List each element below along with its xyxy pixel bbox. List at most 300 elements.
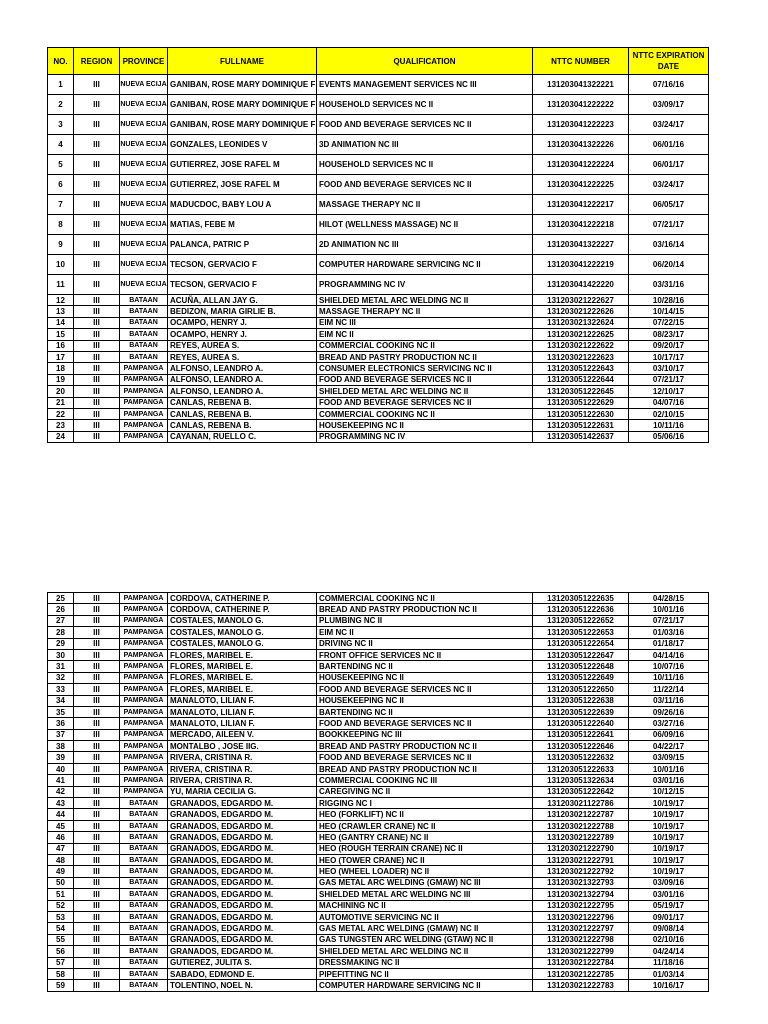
table-row (48, 684, 709, 695)
cell-nttc-number: 131203021222797 (533, 923, 629, 934)
cell-no: 51 (48, 889, 74, 900)
cell-qualification: FOOD AND BEVERAGE SERVICES NC II (317, 175, 533, 195)
cell-qualification: SHIELDED METAL ARC WELDING NC III (317, 889, 533, 900)
cell-nttc-number: 131203051222630 (533, 408, 629, 419)
cell-nttc-number: 131203021222626 (533, 306, 629, 317)
cell-no: 21 (48, 397, 74, 408)
cell-province: PAMPANGA (120, 615, 168, 626)
cell-nttc-number: 131203021222790 (533, 843, 629, 854)
cell-qualification: AUTOMOTIVE SERVICING NC II (317, 911, 533, 922)
cell-expiration-date: 10/17/17 (629, 351, 709, 362)
cell-qualification: HEO (TOWER CRANE) NC II (317, 854, 533, 865)
cell-region: III (74, 854, 120, 865)
cell-no: 5 (48, 155, 74, 175)
cell-no: 15 (48, 329, 74, 340)
header-qualification: QUALIFICATION (317, 48, 533, 75)
cell-region: III (74, 115, 120, 135)
cell-region: III (74, 649, 120, 660)
cell-province: PAMPANGA (120, 627, 168, 638)
cell-fullname: GRANADOS, EDGARDO M. (168, 889, 317, 900)
cell-expiration-date: 03/09/16 (629, 877, 709, 888)
cell-region: III (74, 420, 120, 431)
cell-qualification: FRONT OFFICE SERVICES NC II (317, 649, 533, 660)
cell-region: III (74, 397, 120, 408)
cell-region: III (74, 968, 120, 979)
cell-expiration-date: 06/05/17 (629, 195, 709, 215)
cell-nttc-number: 131203051222629 (533, 397, 629, 408)
cell-region: III (74, 672, 120, 683)
table-row (48, 980, 709, 991)
cell-no: 20 (48, 386, 74, 397)
cell-qualification: HOUSEKEEPING NC II (317, 420, 533, 431)
table-row (48, 75, 709, 95)
cell-nttc-number: 131203051222652 (533, 615, 629, 626)
table-row (48, 866, 709, 877)
table-row (48, 661, 709, 672)
cell-province: BATAAN (120, 832, 168, 843)
cell-no: 45 (48, 820, 74, 831)
cell-no: 28 (48, 627, 74, 638)
cell-region: III (74, 820, 120, 831)
cell-qualification: HOUSEKEEPING NC II (317, 672, 533, 683)
cell-expiration-date: 02/10/15 (629, 408, 709, 419)
cell-nttc-number: 131203041222223 (533, 115, 629, 135)
table-row (48, 386, 709, 397)
table-row (48, 306, 709, 317)
cell-fullname: COSTALES, MANOLO G. (168, 627, 317, 638)
cell-expiration-date: 10/07/16 (629, 661, 709, 672)
cell-expiration-date: 10/11/16 (629, 420, 709, 431)
cell-expiration-date: 05/19/17 (629, 900, 709, 911)
cell-expiration-date: 10/01/16 (629, 763, 709, 774)
cell-fullname: GRANADOS, EDGARDO M. (168, 820, 317, 831)
cell-province: NUEVA ECIJA (120, 215, 168, 235)
cell-province: NUEVA ECIJA (120, 115, 168, 135)
cell-no: 11 (48, 275, 74, 295)
cell-fullname: ACUÑA, ALLAN JAY G. (168, 295, 317, 306)
cell-fullname: TECSON, GERVACIO F (168, 255, 317, 275)
cell-qualification: MASSAGE THERAPY NC II (317, 306, 533, 317)
cell-qualification: HOUSEHOLD SERVICES NC II (317, 95, 533, 115)
table-row (48, 363, 709, 374)
cell-region: III (74, 195, 120, 215)
cell-no: 36 (48, 718, 74, 729)
cell-nttc-number: 131203021222625 (533, 329, 629, 340)
cell-fullname: GRANADOS, EDGARDO M. (168, 809, 317, 820)
cell-nttc-number: 131203051222648 (533, 661, 629, 672)
table-row (48, 718, 709, 729)
cell-nttc-number: 131203021222788 (533, 820, 629, 831)
cell-expiration-date: 10/19/17 (629, 809, 709, 820)
cell-fullname: GRANADOS, EDGARDO M. (168, 911, 317, 922)
cell-qualification: EVENTS MANAGEMENT SERVICES NC III (317, 75, 533, 95)
cell-expiration-date: 10/19/17 (629, 866, 709, 877)
cell-nttc-number: 131203021222789 (533, 832, 629, 843)
cell-expiration-date: 09/08/14 (629, 923, 709, 934)
cell-region: III (74, 809, 120, 820)
cell-qualification: HILOT (WELLNESS MASSAGE) NC II (317, 215, 533, 235)
cell-expiration-date: 01/03/14 (629, 968, 709, 979)
header-row (48, 48, 709, 75)
cell-province: BATAAN (120, 911, 168, 922)
cell-fullname: PALANCA, PATRIC P (168, 235, 317, 255)
cell-nttc-number: 131203051222635 (533, 593, 629, 604)
cell-province: PAMPANGA (120, 695, 168, 706)
cell-qualification: EIM NC II (317, 627, 533, 638)
cell-expiration-date: 09/26/16 (629, 706, 709, 717)
cell-qualification: COMPUTER HARDWARE SERVICING NC II (317, 255, 533, 275)
cell-nttc-number: 131203021222623 (533, 351, 629, 362)
cell-qualification: HEO (FORKLIFT) NC II (317, 809, 533, 820)
cell-qualification: COMPUTER HARDWARE SERVICING NC II (317, 980, 533, 991)
cell-no: 49 (48, 866, 74, 877)
cell-nttc-number: 131203051222647 (533, 649, 629, 660)
cell-fullname: RIVERA, CRISTINA R. (168, 752, 317, 763)
cell-fullname: CORDOVA, CATHERINE P. (168, 593, 317, 604)
cell-fullname: GRANADOS, EDGARDO M. (168, 866, 317, 877)
cell-nttc-number: 131203041222225 (533, 175, 629, 195)
cell-qualification: GAS TUNGSTEN ARC WELDING (GTAW) NC II (317, 934, 533, 945)
table-row (48, 255, 709, 275)
cell-no: 3 (48, 115, 74, 135)
table-row (48, 627, 709, 638)
cell-region: III (74, 798, 120, 809)
cell-no: 24 (48, 431, 74, 442)
cell-region: III (74, 604, 120, 615)
cell-expiration-date: 04/22/17 (629, 741, 709, 752)
cell-province: PAMPANGA (120, 672, 168, 683)
cell-province: NUEVA ECIJA (120, 155, 168, 175)
cell-province: BATAAN (120, 809, 168, 820)
cell-nttc-number: 131203041322221 (533, 75, 629, 95)
cell-region: III (74, 706, 120, 717)
table-row (48, 968, 709, 979)
cell-nttc-number: 131203021222791 (533, 854, 629, 865)
header-nttc-expiration-date: NTTC EXPIRATION DATE (629, 48, 709, 75)
cell-fullname: GUTIERREZ, JOSE RAFEL M (168, 155, 317, 175)
cell-no: 1 (48, 75, 74, 95)
table-row (48, 672, 709, 683)
cell-fullname: GANIBAN, ROSE MARY DOMINIQUE F (168, 115, 317, 135)
cell-nttc-number: 131203021222792 (533, 866, 629, 877)
cell-fullname: FLORES, MARIBEL E. (168, 684, 317, 695)
cell-qualification: FOOD AND BEVERAGE SERVICES NC II (317, 374, 533, 385)
table-row (48, 832, 709, 843)
cell-no: 18 (48, 363, 74, 374)
cell-region: III (74, 275, 120, 295)
cell-nttc-number: 131203051222649 (533, 672, 629, 683)
cell-expiration-date: 07/22/15 (629, 317, 709, 328)
table-row (48, 934, 709, 945)
cell-region: III (74, 593, 120, 604)
cell-fullname: COSTALES, MANOLO G. (168, 615, 317, 626)
cell-province: BATAAN (120, 980, 168, 991)
cell-fullname: GRANADOS, EDGARDO M. (168, 946, 317, 957)
cell-region: III (74, 135, 120, 155)
cell-nttc-number: 131203041222224 (533, 155, 629, 175)
cell-expiration-date: 04/28/15 (629, 593, 709, 604)
cell-region: III (74, 752, 120, 763)
cell-no: 14 (48, 317, 74, 328)
cell-expiration-date: 03/09/17 (629, 95, 709, 115)
table-row (48, 809, 709, 820)
table-row (48, 843, 709, 854)
cell-fullname: GRANADOS, EDGARDO M. (168, 934, 317, 945)
table-row (48, 877, 709, 888)
cell-expiration-date: 09/01/17 (629, 911, 709, 922)
cell-qualification: BARTENDING NC II (317, 661, 533, 672)
table-row (48, 649, 709, 660)
cell-nttc-number: 131203051222650 (533, 684, 629, 695)
cell-region: III (74, 431, 120, 442)
cell-province: BATAAN (120, 877, 168, 888)
cell-fullname: FLORES, MARIBEL E. (168, 672, 317, 683)
cell-no: 56 (48, 946, 74, 957)
cell-province: BATAAN (120, 854, 168, 865)
cell-nttc-number: 131203051422637 (533, 431, 629, 442)
table-row (48, 604, 709, 615)
cell-fullname: TECSON, GERVACIO F (168, 275, 317, 295)
cell-nttc-number: 131203021222795 (533, 900, 629, 911)
cell-province: NUEVA ECIJA (120, 175, 168, 195)
cell-fullname: MANALOTO, LILIAN F. (168, 695, 317, 706)
cell-region: III (74, 843, 120, 854)
cell-province: NUEVA ECIJA (120, 135, 168, 155)
cell-no: 41 (48, 775, 74, 786)
cell-qualification: PIPEFITTING NC II (317, 968, 533, 979)
cell-qualification: COMMERCIAL COOKING NC II (317, 593, 533, 604)
table-row (48, 889, 709, 900)
cell-nttc-number: 131203021222785 (533, 968, 629, 979)
cell-fullname: SABADO, EDMOND E. (168, 968, 317, 979)
cell-fullname: GONZALES, LEONIDES V (168, 135, 317, 155)
cell-no: 58 (48, 968, 74, 979)
cell-fullname: ALFONSO, LEANDRO A. (168, 374, 317, 385)
cell-fullname: GRANADOS, EDGARDO M. (168, 900, 317, 911)
table-row (48, 317, 709, 328)
cell-nttc-number: 131203021222784 (533, 957, 629, 968)
cell-nttc-number: 131203051222633 (533, 763, 629, 774)
cell-no: 59 (48, 980, 74, 991)
cell-region: III (74, 374, 120, 385)
trainer-table-top (47, 47, 709, 443)
header-province: PROVINCE (120, 48, 168, 75)
table-row (48, 911, 709, 922)
cell-region: III (74, 155, 120, 175)
table-row (48, 215, 709, 235)
header-nttc-number: NTTC NUMBER (533, 48, 629, 75)
table-row (48, 175, 709, 195)
cell-nttc-number: 131203021122786 (533, 798, 629, 809)
cell-nttc-number: 131203041222222 (533, 95, 629, 115)
cell-no: 53 (48, 911, 74, 922)
cell-province: BATAAN (120, 820, 168, 831)
cell-no: 48 (48, 854, 74, 865)
cell-no: 12 (48, 295, 74, 306)
cell-no: 30 (48, 649, 74, 660)
cell-no: 19 (48, 374, 74, 385)
cell-province: BATAAN (120, 317, 168, 328)
cell-fullname: GUTIEREZ, JULITA S. (168, 957, 317, 968)
cell-province: NUEVA ECIJA (120, 195, 168, 215)
cell-no: 31 (48, 661, 74, 672)
cell-province: BATAAN (120, 968, 168, 979)
cell-province: PAMPANGA (120, 374, 168, 385)
cell-nttc-number: 131203051222653 (533, 627, 629, 638)
cell-qualification: BREAD AND PASTRY PRODUCTION NC II (317, 763, 533, 774)
cell-fullname: MANALOTO, LILIAN F. (168, 706, 317, 717)
cell-qualification: HOUSEKEEPING NC II (317, 695, 533, 706)
cell-expiration-date: 03/16/14 (629, 235, 709, 255)
cell-province: PAMPANGA (120, 431, 168, 442)
cell-province: BATAAN (120, 957, 168, 968)
cell-nttc-number: 131203041222218 (533, 215, 629, 235)
cell-nttc-number: 131203041222217 (533, 195, 629, 215)
table-row (48, 615, 709, 626)
cell-no: 27 (48, 615, 74, 626)
cell-province: PAMPANGA (120, 729, 168, 740)
cell-qualification: GAS METAL ARC WELDING (GMAW) NC III (317, 877, 533, 888)
cell-qualification: SHIELDED METAL ARC WELDING NC II (317, 946, 533, 957)
cell-region: III (74, 255, 120, 275)
cell-nttc-number: 131203021322624 (533, 317, 629, 328)
cell-expiration-date: 07/21/17 (629, 374, 709, 385)
cell-nttc-number: 131203021322794 (533, 889, 629, 900)
cell-nttc-number: 131203051222644 (533, 374, 629, 385)
table-row (48, 957, 709, 968)
cell-fullname: CORDOVA, CATHERINE P. (168, 604, 317, 615)
table-row (48, 340, 709, 351)
cell-nttc-number: 131203051222642 (533, 786, 629, 797)
table-row (48, 638, 709, 649)
cell-qualification: GAS METAL ARC WELDING (GMAW) NC II (317, 923, 533, 934)
cell-province: BATAAN (120, 946, 168, 957)
table-row (48, 420, 709, 431)
cell-no: 32 (48, 672, 74, 683)
cell-fullname: MATIAS, FEBE M (168, 215, 317, 235)
cell-expiration-date: 11/18/16 (629, 957, 709, 968)
cell-fullname: GANIBAN, ROSE MARY DOMINIQUE F (168, 95, 317, 115)
cell-nttc-number: 131203041322227 (533, 235, 629, 255)
cell-region: III (74, 408, 120, 419)
cell-fullname: CANLAS, REBENA B. (168, 408, 317, 419)
cell-no: 42 (48, 786, 74, 797)
cell-region: III (74, 866, 120, 877)
table-row (48, 900, 709, 911)
cell-fullname: GRANADOS, EDGARDO M. (168, 843, 317, 854)
cell-no: 43 (48, 798, 74, 809)
cell-province: PAMPANGA (120, 661, 168, 672)
table-row (48, 115, 709, 135)
cell-region: III (74, 615, 120, 626)
cell-region: III (74, 329, 120, 340)
cell-region: III (74, 923, 120, 934)
cell-province: PAMPANGA (120, 786, 168, 797)
cell-expiration-date: 12/10/17 (629, 386, 709, 397)
cell-qualification: CAREGIVING NC II (317, 786, 533, 797)
cell-region: III (74, 832, 120, 843)
cell-qualification: HEO (GANTRY CRANE) NC II (317, 832, 533, 843)
cell-region: III (74, 946, 120, 957)
cell-expiration-date: 06/20/14 (629, 255, 709, 275)
cell-province: BATAAN (120, 843, 168, 854)
cell-fullname: CANLAS, REBENA B. (168, 397, 317, 408)
cell-qualification: HEO (ROUGH TERRAIN CRANE) NC II (317, 843, 533, 854)
cell-expiration-date: 05/06/16 (629, 431, 709, 442)
cell-nttc-number: 131203051222640 (533, 718, 629, 729)
cell-fullname: OCAMPO, HENRY J. (168, 329, 317, 340)
cell-expiration-date: 03/11/16 (629, 695, 709, 706)
cell-province: BATAAN (120, 306, 168, 317)
cell-qualification: BOOKKEEPING NC III (317, 729, 533, 740)
cell-qualification: COMMERCIAL COOKING NC II (317, 340, 533, 351)
table-row (48, 775, 709, 786)
cell-qualification: BREAD AND PASTRY PRODUCTION NC II (317, 351, 533, 362)
cell-expiration-date: 03/24/17 (629, 115, 709, 135)
cell-no: 47 (48, 843, 74, 854)
cell-qualification: EIM NC III (317, 317, 533, 328)
table-row (48, 295, 709, 306)
cell-nttc-number: 131203041422220 (533, 275, 629, 295)
cell-nttc-number: 131203021222622 (533, 340, 629, 351)
cell-region: III (74, 718, 120, 729)
cell-fullname: RIVERA, CRISTINA R. (168, 775, 317, 786)
cell-province: BATAAN (120, 329, 168, 340)
cell-qualification: CONSUMER ELECTRONICS SERVICING NC II (317, 363, 533, 374)
cell-expiration-date: 10/28/16 (629, 295, 709, 306)
table-row (48, 235, 709, 255)
cell-province: PAMPANGA (120, 763, 168, 774)
cell-no: 25 (48, 593, 74, 604)
cell-qualification: FOOD AND BEVERAGE SERVICES NC II (317, 115, 533, 135)
cell-region: III (74, 763, 120, 774)
cell-no: 16 (48, 340, 74, 351)
cell-expiration-date: 10/12/15 (629, 786, 709, 797)
cell-qualification: COMMERCIAL COOKING NC II (317, 408, 533, 419)
cell-fullname: CAYANAN, RUELLO C. (168, 431, 317, 442)
cell-province: NUEVA ECIJA (120, 75, 168, 95)
cell-fullname: FLORES, MARIBEL E. (168, 661, 317, 672)
table-row (48, 820, 709, 831)
cell-province: PAMPANGA (120, 593, 168, 604)
table-row (48, 741, 709, 752)
cell-fullname: REYES, AUREA S. (168, 340, 317, 351)
cell-no: 13 (48, 306, 74, 317)
cell-fullname: GRANADOS, EDGARDO M. (168, 923, 317, 934)
cell-qualification: BREAD AND PASTRY PRODUCTION NC II (317, 604, 533, 615)
cell-region: III (74, 877, 120, 888)
cell-nttc-number: 131203051222632 (533, 752, 629, 763)
cell-region: III (74, 627, 120, 638)
cell-qualification: SHIELDED METAL ARC WELDING NC II (317, 386, 533, 397)
cell-province: PAMPANGA (120, 775, 168, 786)
cell-region: III (74, 638, 120, 649)
cell-fullname: REYES, AUREA S. (168, 351, 317, 362)
table-row (48, 923, 709, 934)
cell-no: 46 (48, 832, 74, 843)
cell-no: 55 (48, 934, 74, 945)
cell-region: III (74, 775, 120, 786)
cell-nttc-number: 131203021322793 (533, 877, 629, 888)
cell-region: III (74, 889, 120, 900)
cell-qualification: HOUSEHOLD SERVICES NC II (317, 155, 533, 175)
cell-expiration-date: 07/16/16 (629, 75, 709, 95)
cell-province: PAMPANGA (120, 397, 168, 408)
cell-expiration-date: 04/14/16 (629, 649, 709, 660)
cell-no: 7 (48, 195, 74, 215)
table-row (48, 155, 709, 175)
cell-fullname: ALFONSO, LEANDRO A. (168, 363, 317, 374)
